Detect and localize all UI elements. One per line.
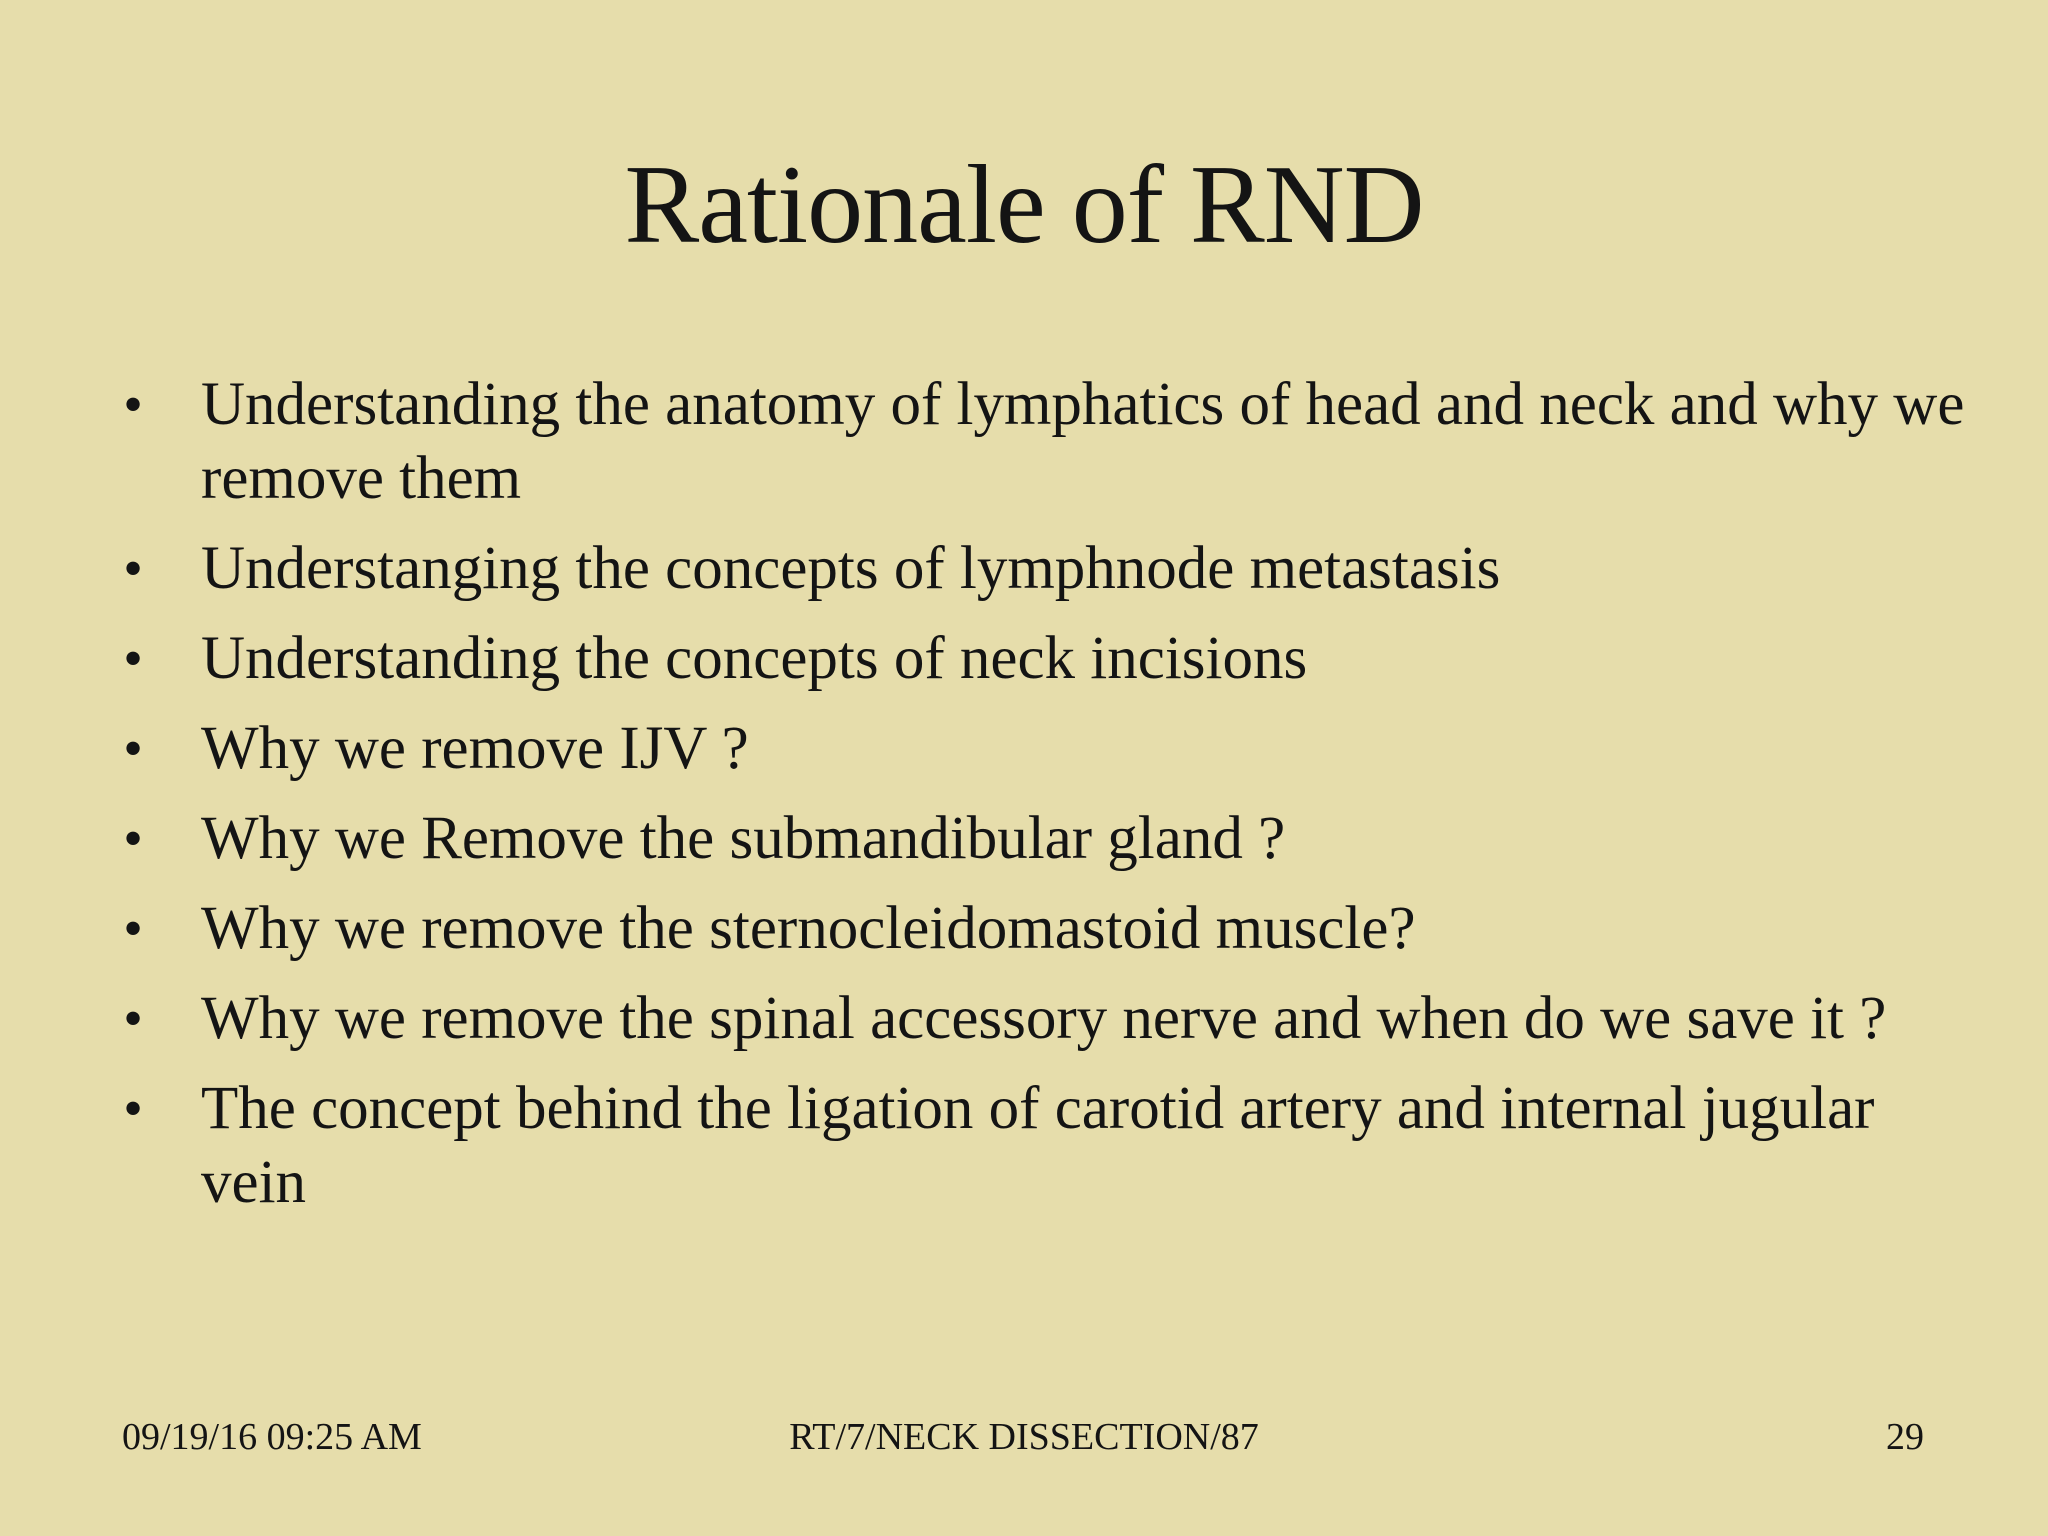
bullet-item: [118, 1072, 1978, 1220]
slide-title: Rationale of RND: [624, 143, 1424, 267]
bullet-icon: •: [123, 1078, 143, 1140]
bullet-text: Understanging the concepts of lymphnode metastasis: [201, 535, 1501, 602]
bullet-icon: •: [123, 898, 143, 960]
bullet-item: [118, 622, 1978, 696]
bullet-list: [118, 368, 1978, 1236]
bullet-text: Understanding the anatomy of lymphatics of head and neck and why we remove them: [201, 371, 1965, 512]
bullet-item: [118, 892, 1978, 966]
bullet-text: The concept behind the ligation of carotid artery and internal jugular vein: [201, 1075, 1875, 1216]
bullet-icon: •: [123, 988, 143, 1050]
bullet-icon: •: [123, 808, 143, 870]
bullet-text: Why we remove IJV ?: [201, 715, 749, 782]
bullet-text: Why we remove the spinal accessory nerve and when do we save it ?: [201, 985, 1887, 1052]
bullet-item: [118, 712, 1978, 786]
bullet-item: [118, 532, 1978, 606]
slide-number: 29: [1886, 1416, 1924, 1458]
footer-date: 09/19/16 09:25 AM: [122, 1416, 422, 1458]
bullet-text: Understanding the concepts of neck incisions: [201, 625, 1308, 692]
bullet-icon: •: [123, 374, 143, 436]
bullet-item: [118, 368, 1978, 516]
footer-title: RT/7/NECK DISSECTION/87: [789, 1416, 1259, 1458]
bullet-text: Why we remove the sternocleidomastoid muscle?: [201, 895, 1416, 962]
bullet-text: Why we Remove the submandibular gland ?: [201, 805, 1286, 872]
bullet-item: [118, 982, 1978, 1056]
bullet-icon: •: [123, 538, 143, 600]
bullet-icon: •: [123, 628, 143, 690]
bullet-item: [118, 802, 1978, 876]
bullet-icon: •: [123, 718, 143, 780]
